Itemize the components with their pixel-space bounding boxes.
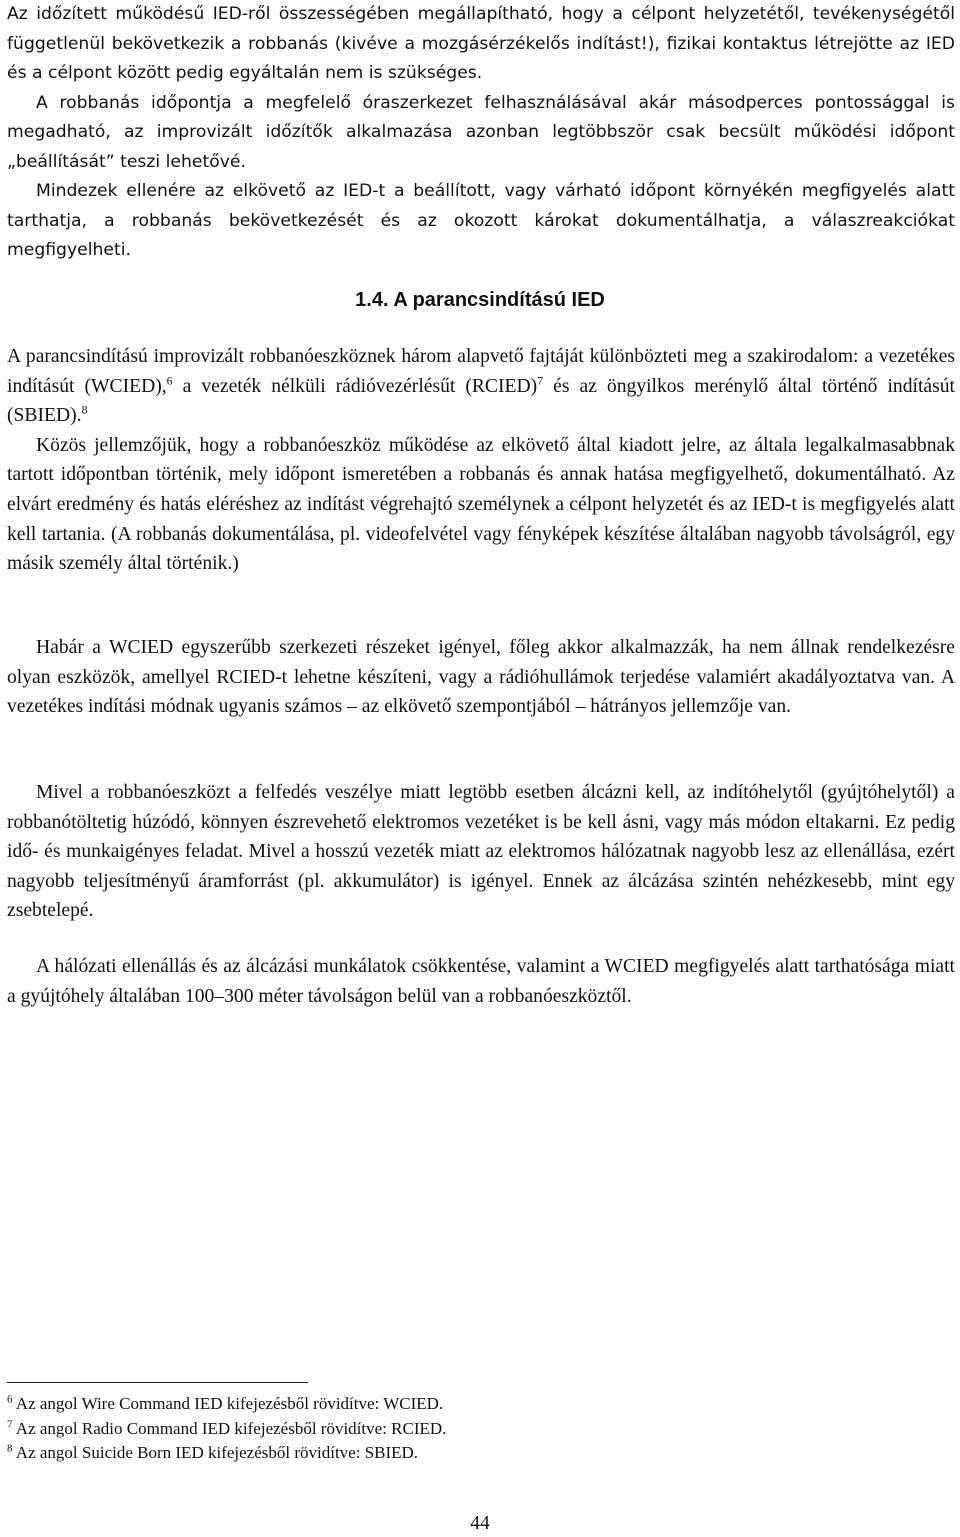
distance-block (7, 952, 955, 1011)
wcied-block (7, 633, 955, 722)
text-types-part2: a vezeték nélküli rádióvezérlésűt (RCIED) (172, 375, 538, 397)
footnote-ref-8[interactable]: 8 (81, 402, 88, 417)
timed-ied-summary-block (7, 0, 955, 266)
camouflage-block (7, 778, 955, 926)
paragraph-command-types (7, 342, 955, 431)
footnote-8 (7, 1441, 907, 1466)
footnote-text: Az angol Wire Command IED kifejezésből rövidítve: WCIED. (12, 1394, 444, 1413)
paragraph-common-traits: Közös jellemzőjük, hogy a robbanóeszköz működése az elkövető által kiadott jelre, az általa legalkalmasabbnak tartott időpontban történik, mely időpont ismeretében a robbanás és annak hatása megfigyelhető, dokumentálható. Az elvárt eredmény és hatás eléréshez az indítást végrehajtó személynek a célpont helyzetét és az IED-t is megfigyelés alatt kell tartania. (A robbanás dokumentálása, pl. videofelvétel vagy fényképek készítése általában nagyobb távolságról, egy másik személy által történik.) (7, 434, 955, 575)
footnote-ref-6[interactable]: 6 (166, 373, 173, 388)
footnote-7 (7, 1417, 907, 1442)
section-heading: 1.4. A parancsindítású IED (355, 289, 605, 311)
text-types-part1: A parancsindítású improvizált robbanóeszköznek három alapvető fajtáját különbözteti meg a szakirodalom: a vezetékes indításút (WCIED), (7, 346, 955, 397)
footnote-number: 6 (7, 1393, 13, 1406)
footnote-6 (7, 1392, 907, 1417)
paragraph-timing-precision: A robbanás időpontja a megfelelő óraszerkezet felhasználásával akár másodperces pontossággal is megadható, az improvizált időzítők alkalmazása azonban legtöbbször csak becsült működési időpont „beállítását” teszi lehetővé. (7, 92, 955, 172)
footnote-ref-7[interactable]: 7 (537, 373, 544, 388)
paragraph-observation: Mindezek ellenére az elkövető az IED-t a beállított, vagy várható időpont környékén megfigyelés alatt tarthatja, a robbanás bekövetkezését és az okozott károkat dokumentálhatja, a válaszreakciókat megfigyelheti. (7, 181, 955, 260)
paragraph-timed-summary: Az időzített működésű IED-ről összességében megállapítható, hogy a célpont helyzetétől, tevékenységétől függetlenül bekövetkezik a robbanás (kivéve a mozgásérzékelős indítást!), fizikai kontaktus létrejötte az IED és a célpont között pedig egyáltalán nem is szükséges. (7, 4, 955, 83)
command-ied-intro-block (7, 342, 955, 579)
footnote-number: 7 (7, 1417, 13, 1430)
page-number: 44 (470, 1513, 490, 1534)
footnote-separator (7, 1382, 308, 1383)
footnote-text: Az angol Radio Command IED kifejezésből rövidítve: RCIED. (12, 1418, 447, 1438)
footnote-number: 8 (7, 1442, 13, 1455)
paragraph-wcied-usage: Habár a WCIED egyszerűbb szerkezeti részeket igényel, főleg akkor alkalmazzák, ha nem állnak rendelkezésre olyan eszközök, amellyel RCIED-t lehetne készíteni, vagy a rádióhullámok terjedése valamiért akadályoztatva van. A vezetékes indítási módnak ugyanis számos – az elkövető szempontjából – hátrányos jellemzője van. (7, 637, 955, 718)
paragraph-camouflage: Mivel a robbanóeszközt a felfedés veszélye miatt legtöbb esetben álcázni kell, az indítóhelytől (gyújtóhelytől) a robbanótöltetig húzódó, könnyen észrevehető elektromos vezetéket is be kell ásni, vagy más módon eltakarni. Ez pedig idő- és munkaigényes feladat. Mivel a hosszú vezeték miatt az elektromos hálózatnak nagyobb lesz az ellenállása, ezért nagyobb teljesítményű áramforrást (pl. akkumulátor) is igényel. Ennek az álcázása szintén nehézkesebb, mint egy zsebtelepé. (7, 782, 955, 922)
paragraph-firing-distance: A hálózati ellenállás és az álcázási munkálatok csökkentése, valamint a WCIED megfigyelés alatt tarthatósága miatt a gyújtóhely általában 100–300 méter távolságon belül van a robbanóeszköztől. (7, 956, 955, 1007)
footnote-text: Az angol Suicide Born IED kifejezésből rövidítve: SBIED. (12, 1443, 419, 1462)
text-types-part3: és az öngyilkos merénylő által történő indításút (SBIED). (7, 375, 955, 427)
footnotes (7, 1392, 907, 1466)
